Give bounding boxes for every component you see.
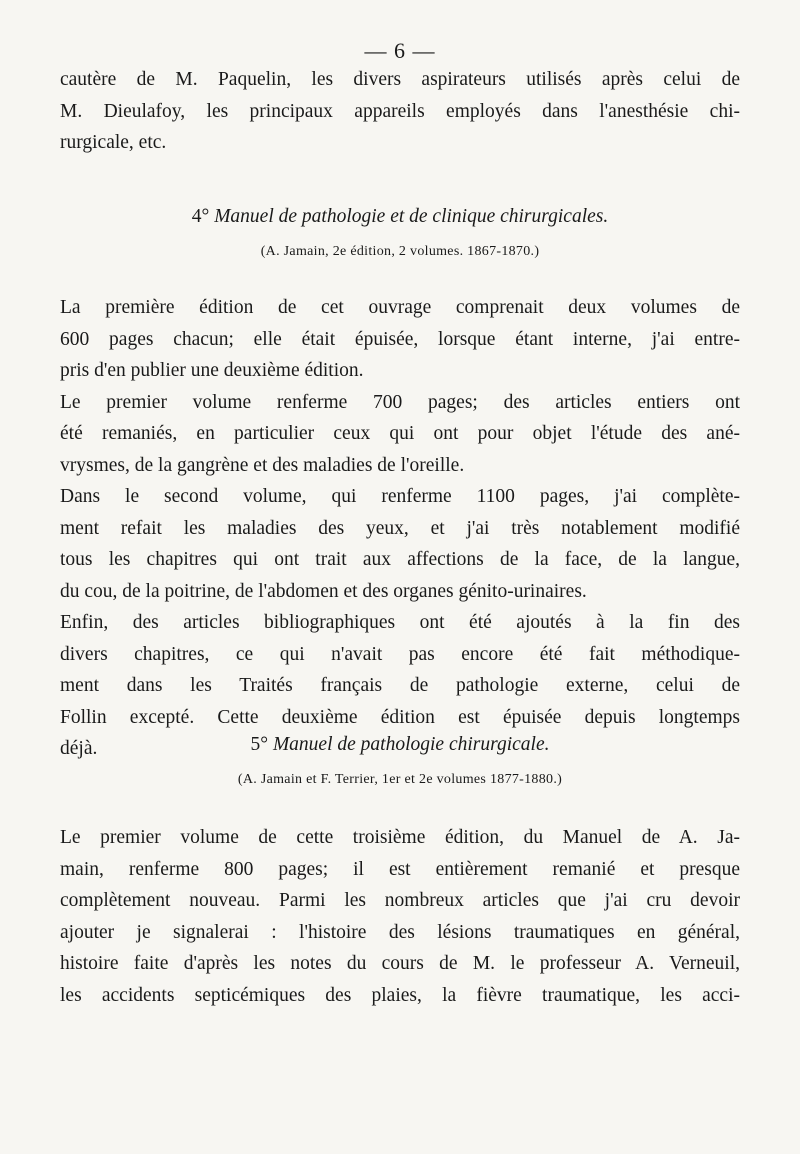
text-line: ment dans les Traités français de pathologie externe, celui de [60, 675, 740, 696]
text-line: été remaniés, en particulier ceux qui ont pour objet l'étude des ané- [60, 423, 740, 444]
section-4-reference: (A. Jamain, 2e édition, 2 volumes. 1867-1870.) [260, 244, 540, 259]
text-line: Enfin, des articles bibliographiques ont été ajoutés à la fin des [60, 612, 740, 633]
section-4-title: Manuel de pathologie et de clinique chirurgicales. [214, 206, 609, 227]
text-line: complètement nouveau. Parmi les nombreux articles que j'ai cru devoir [60, 890, 740, 911]
text-line: divers chapitres, ce qui n'avait pas encore été fait méthodique- [60, 643, 740, 665]
text-line: cautère de M. Paquelin, les divers aspirateurs utilisés après celui de [60, 69, 740, 90]
intro-paragraph [60, 64, 740, 159]
section-5-body [60, 822, 740, 1011]
text-line: M. Dieulafoy, les principaux appareils employés dans l'anesthésie chi- [60, 100, 740, 122]
section-5-reference: (A. Jamain et F. Terrier, 1er et 2e volumes 1877-1880.) [237, 772, 563, 787]
section-4-heading [0, 206, 800, 228]
text-line: les accidents septicémiques des plaies, la fièvre traumatique, les acci- [60, 984, 740, 1006]
text-line: Follin excepté. Cette deuxième édition est épuisée depuis longtemps [60, 706, 740, 728]
text-line: du cou, de la poitrine, de l'abdomen et des organes génito-urinaires. [60, 580, 587, 602]
section-5-number: 5° [250, 734, 269, 755]
section-4-number: 4° [191, 206, 210, 227]
text-line: ment refait les maladies des yeux, et j'ai très notablement modifié [60, 517, 740, 539]
section-5-title: Manuel de pathologie chirurgicale. [272, 734, 550, 755]
text-line: ajouter je signalerai : l'histoire des lésions traumatiques en général, [60, 921, 740, 943]
text-line: La première édition de cet ouvrage comprenait deux volumes de [60, 297, 740, 318]
text-line: déjà. [60, 738, 98, 759]
page-number: — 6 — [364, 38, 436, 63]
section-5-heading [0, 734, 800, 756]
text-line: Le premier volume renferme 700 pages; des articles entiers ont [60, 391, 740, 413]
text-line: Dans le second volume, qui renferme 1100 pages, j'ai complète- [60, 486, 740, 507]
text-line: tous les chapitres qui ont trait aux affections de la face, de la langue, [60, 549, 740, 570]
text-line: 600 pages chacun; elle était épuisée, lorsque étant interne, j'ai entre- [60, 328, 740, 350]
text-line: vrysmes, de la gangrène et des maladies de l'oreille. [60, 454, 465, 476]
text-line: rurgicale, etc. [60, 132, 167, 153]
text-line: main, renferme 800 pages; il est entièrement remanié et presque [60, 858, 740, 880]
section-4-body [60, 292, 740, 765]
text-line: pris d'en publier une deuxième édition. [60, 360, 364, 381]
text-line: Le premier volume de cette troisième édition, du Manuel de A. Ja- [60, 827, 740, 848]
text-line: histoire faite d'après les notes du cours de M. le professeur A. Verneuil, [60, 953, 740, 974]
